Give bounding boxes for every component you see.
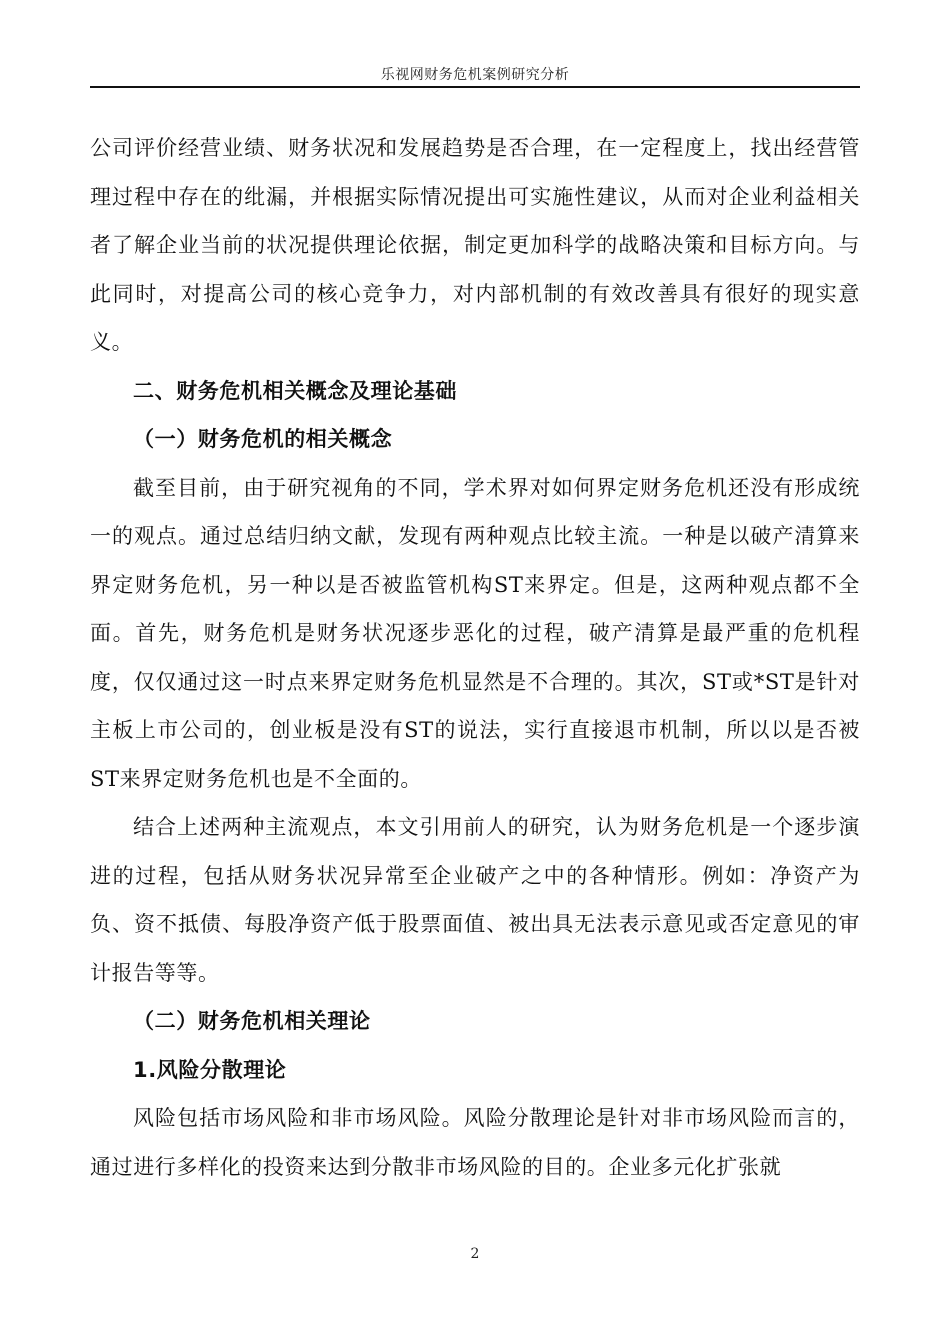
paragraph-risk-diversification: 风险包括市场风险和非市场风险。风险分散理论是针对非市场风险而言的，通过进行多样化的投资来达到分散非市场风险的目的。企业多元化扩张就 (90, 1106, 860, 1179)
paragraph-intro-continued: 公司评价经营业绩、财务状况和发展趋势是否合理，在一定程度上，找出经营管理过程中存在的纰漏，并根据实际情况提出可实施性建议，从而对企业利益相关者了解企业当前的状况提供理论依据，制定更加科学的战略决策和目标方向。与此同时，对提高公司的核心竞争力，对内部机制的有效改善具有很好的现实意义。 (90, 136, 860, 354)
subsection-heading-theories: （二）财务危机相关理论 (133, 1009, 371, 1033)
paragraph-definition-adopted: 结合上述两种主流观点，本文引用前人的研究，认为财务危机是一个逐步演进的过程，包括从财务状况异常至企业破产之中的各种情形。例如：净资产为负、资不抵债、每股净资产低于股票面值、被出具无法表示意见或否定意见的审计报告等等。 (90, 815, 860, 985)
section-heading-2: 二、财务危机相关概念及理论基础 (133, 378, 457, 403)
subsection-heading-concepts: （一）财务危机的相关概念 (133, 427, 393, 451)
theory-heading-risk-diversification: 1.风险分散理论 (133, 1057, 287, 1082)
document-body (90, 124, 860, 1191)
page-number: 2 (470, 1246, 480, 1262)
page-header-title: 乐视网财务危机案例研究分析 (380, 67, 570, 83)
header-divider (90, 86, 860, 88)
paragraph-definition-views: 截至目前，由于研究视角的不同，学术界对如何界定财务危机还没有形成统一的观点。通过总结归纳文献，发现有两种观点比较主流。一种是以破产清算来界定财务危机，另一种以是否被监管机构ST来界定。但是，这两种观点都不全面。首先，财务危机是财务状况逐步恶化的过程，破产清算是最严重的危机程度，仅仅通过这一时点来界定财务危机显然是不合理的。其次，ST或*ST是针对主板上市公司的，创业板是没有ST的说法，实行直接退市机制，所以以是否被ST来界定财务危机也是不全面的。 (90, 475, 860, 791)
